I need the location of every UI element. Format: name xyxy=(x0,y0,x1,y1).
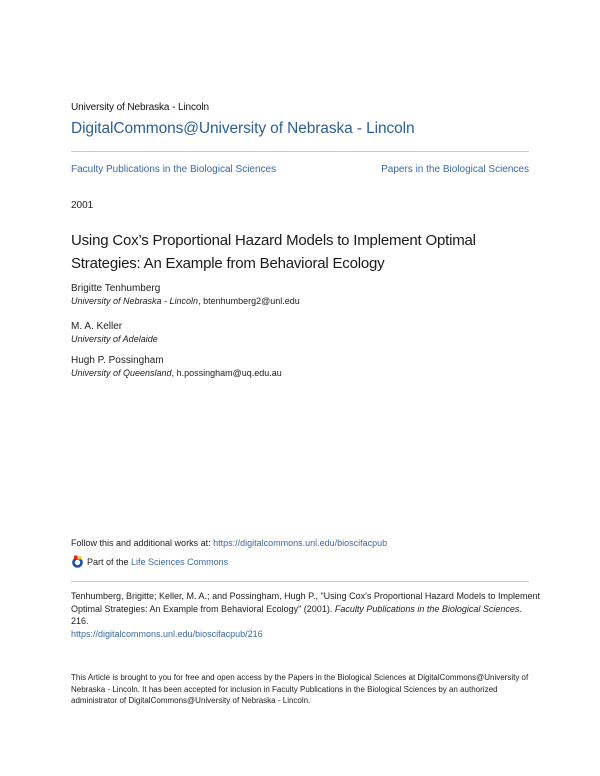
bepress-commons-icon xyxy=(71,555,84,568)
paper-title: Using Cox’s Proportional Hazard Models to Implement Optimal Strategies: An Example from Behavioral Ecology xyxy=(71,232,476,272)
life-sciences-commons-link[interactable]: Life Sciences Commons xyxy=(131,556,229,567)
author-name: M. A. Keller xyxy=(71,321,123,332)
open-access-notice: This Article is brought to you for free and open access by the Papers in the Biological Sciences at DigitalCommons@University of Nebraska - Lincoln. It has been accepted for inclusion in Faculty Publications in the Biological Sciences by an authorized administrator of DigitalCommons@University of Nebraska - Lincoln. xyxy=(71,673,529,705)
follow-line xyxy=(71,538,387,548)
papers-biological-sciences-link[interactable]: Papers in the Biological Sciences xyxy=(381,164,529,175)
author-affiliation xyxy=(71,295,300,308)
section-divider xyxy=(71,581,529,582)
author-email: , h.possingham@uq.edu.au xyxy=(171,368,282,378)
affiliation-institution: University of Adelaide xyxy=(71,334,158,344)
part-of-line xyxy=(71,555,228,568)
author-affiliation xyxy=(71,367,282,380)
affiliation-institution: University of Nebraska - Lincoln xyxy=(71,296,199,306)
affiliation-institution: University of Queensland xyxy=(71,368,172,378)
faculty-publications-link[interactable]: Faculty Publications in the Biological Sciences xyxy=(71,164,277,175)
repository-title[interactable]: DigitalCommons@University of Nebraska - Lincoln xyxy=(71,120,415,137)
header-divider xyxy=(71,151,529,152)
citation-suffix: . 216. xyxy=(71,603,522,626)
collection-url-link[interactable]: https://digitalcommons.unl.edu/bioscifacpub xyxy=(213,538,388,548)
institution-name: University of Nebraska - Lincoln xyxy=(71,102,209,113)
recommended-citation xyxy=(71,590,541,640)
part-of-prefix: Part of the xyxy=(87,556,129,567)
publication-year: 2001 xyxy=(71,200,94,211)
author-block xyxy=(71,354,282,380)
author-block xyxy=(71,282,300,308)
author-name: Hugh P. Possingham xyxy=(71,355,164,366)
author-block xyxy=(71,320,158,346)
follow-prefix: Follow this and additional works at: xyxy=(71,538,214,548)
citation-journal: Faculty Publications in the Biological Sciences xyxy=(334,603,520,614)
author-name: Brigitte Tenhumberg xyxy=(71,283,161,294)
author-email: , btenhumberg2@unl.edu xyxy=(198,296,300,306)
citation-text: Tenhumberg, Brigitte; Keller, M. A.; and Possingham, Hugh P., "Using Cox's Proportional Hazard Models to Implement Optimal Strategies: An Example from Behavioral Ecology" (2001). xyxy=(71,591,540,614)
citation-url-link[interactable]: https://digitalcommons.unl.edu/bioscifacpub/216 xyxy=(71,628,263,639)
author-affiliation xyxy=(71,333,158,346)
